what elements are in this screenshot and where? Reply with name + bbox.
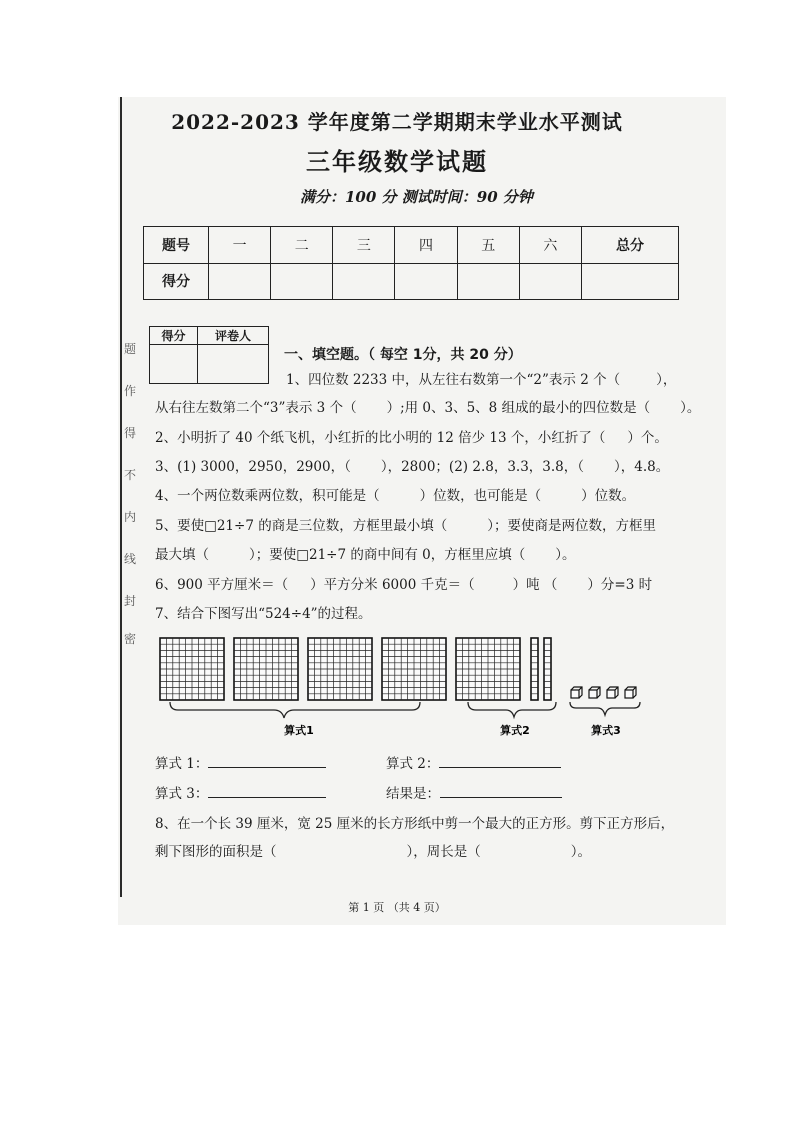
brace-group-2	[468, 702, 556, 717]
hundred-block	[382, 638, 446, 700]
answer-blank[interactable]	[447, 516, 487, 530]
question-text: 4、一个两位数乘两位数，积可能是（	[155, 488, 380, 504]
answer-blank[interactable]	[557, 575, 587, 589]
exam-title: 2022-2023 学年度第二学期期末学业水平测试	[171, 110, 623, 134]
ten-rod	[531, 638, 538, 700]
score-table-score-row	[144, 263, 679, 300]
score-cell: 得分	[144, 263, 209, 300]
score-table-header-row	[144, 227, 679, 264]
question-text: ）分=3 时	[587, 577, 653, 593]
grader-name-cell[interactable]	[197, 345, 268, 384]
formula-label: 算式 3：	[155, 786, 209, 802]
formula-2-input[interactable]	[439, 753, 561, 768]
answer-blank[interactable]	[620, 370, 656, 384]
question-6	[155, 573, 652, 593]
answer-blank[interactable]	[650, 398, 680, 412]
ten-rod	[544, 638, 551, 700]
one-cube	[571, 687, 582, 698]
seal-char: 作	[123, 384, 136, 398]
grader-name-label: 评卷人	[197, 327, 268, 345]
question-text: ）。	[570, 844, 591, 860]
question-3	[155, 455, 669, 475]
question-text: 6、900 平方厘米＝（	[155, 577, 289, 593]
grader-table	[149, 326, 269, 384]
question-8-line-2	[155, 840, 591, 860]
score-input-cell[interactable]	[209, 263, 271, 300]
formula-3-row	[155, 782, 326, 802]
score-input-cell[interactable]	[271, 263, 333, 300]
exam-subtitle: 三年级数学试题	[306, 148, 488, 176]
brace-group-1	[170, 702, 420, 718]
score-table	[143, 226, 679, 300]
question-1-line-2	[155, 396, 700, 416]
answer-blank[interactable]	[525, 545, 555, 559]
one-cube	[607, 687, 618, 698]
question-text: 1、四位数 2233 中，从左往右数第一个“2”表示 2 个（	[286, 372, 621, 388]
question-text: ）吨 （	[512, 577, 558, 593]
one-cube	[625, 687, 636, 698]
score-input-cell[interactable]	[333, 263, 395, 300]
question-text: ）位数。	[581, 488, 636, 504]
answer-blank[interactable]	[288, 575, 310, 589]
answer-blank[interactable]	[584, 457, 614, 471]
binding-line	[120, 97, 122, 897]
score-cell: 题号	[144, 227, 209, 264]
question-text: 2、小明折了 40 个纸飞机，小红折的比小明的 12 倍少 13 个，小红折了（	[155, 430, 606, 446]
formula-1-input[interactable]	[208, 753, 326, 768]
score-cell: 六	[519, 227, 581, 264]
answer-blank[interactable]	[357, 398, 387, 412]
answer-blank[interactable]	[380, 486, 420, 500]
formula-2-row	[386, 752, 561, 772]
question-1-line-1	[286, 368, 676, 388]
section-heading: 一、填空题。（ 每空 1分，共 20 分）	[284, 347, 522, 363]
seal-char: 密	[123, 632, 136, 646]
score-cell: 四	[395, 227, 457, 264]
score-input-cell[interactable]	[457, 263, 519, 300]
diagram-label-1: 算式1	[284, 724, 314, 737]
formula-label: 算式 1：	[155, 756, 209, 772]
diagram-label-3: 算式3	[591, 724, 621, 737]
question-text: 5、要使□21÷7 的商是三位数，方框里最小填（	[155, 518, 448, 534]
score-cell: 二	[271, 227, 333, 264]
hundred-block	[234, 638, 298, 700]
score-cell: 三	[333, 227, 395, 264]
result-label: 结果是：	[386, 786, 440, 802]
question-text: 3、(1) 3000，2950，2900，（	[155, 459, 351, 475]
score-cell: 一	[209, 227, 271, 264]
answer-blank[interactable]	[351, 457, 381, 471]
question-5-line-1	[155, 514, 656, 534]
one-cube	[589, 687, 600, 698]
question-2	[155, 426, 668, 446]
result-row	[386, 782, 562, 802]
base-ten-blocks-diagram	[150, 630, 650, 742]
question-text: 从右往左数第二个“3”表示 3 个（	[155, 400, 357, 416]
grader-score-label: 得分	[150, 327, 198, 345]
score-cell: 五	[457, 227, 519, 264]
seal-char: 内	[123, 510, 136, 524]
question-text: ），4.8。	[614, 459, 670, 475]
score-input-cell[interactable]	[582, 263, 679, 300]
question-text: 剩下图形的面积是（	[155, 844, 277, 860]
question-text: ）个。	[627, 430, 668, 446]
hundred-block	[160, 638, 224, 700]
formula-3-input[interactable]	[208, 783, 326, 798]
result-input[interactable]	[440, 783, 562, 798]
question-7: 7、结合下图写出“524÷4”的过程。	[155, 606, 372, 622]
seal-char: 题	[123, 342, 136, 356]
hundred-block	[456, 638, 520, 700]
seal-char: 封	[123, 594, 136, 608]
question-4	[155, 484, 635, 504]
seal-char: 不	[123, 468, 136, 482]
question-text: ），周长是（	[406, 844, 481, 860]
formula-label: 算式 2：	[386, 756, 440, 772]
exam-meta: 满分：100 分 测试时间：90 分钟	[300, 188, 533, 206]
question-text: ）。	[555, 547, 576, 563]
grader-score-cell[interactable]	[150, 345, 198, 384]
hundred-block	[308, 638, 372, 700]
answer-blank[interactable]	[475, 575, 513, 589]
question-text: ）；要使□21÷7 的商中间有 0，方框里应填（	[249, 547, 526, 563]
seal-char: 线	[123, 552, 136, 566]
question-5-line-2	[155, 543, 576, 563]
formula-1-row	[155, 752, 326, 772]
answer-blank[interactable]	[481, 842, 571, 856]
question-text: ）平方分米 6000 千克＝（	[310, 577, 475, 593]
answer-blank[interactable]	[541, 486, 581, 500]
score-input-cell[interactable]	[519, 263, 581, 300]
question-text: ）。	[680, 400, 701, 416]
score-input-cell[interactable]	[395, 263, 457, 300]
answer-blank[interactable]	[605, 428, 627, 442]
answer-blank[interactable]	[209, 545, 249, 559]
diagram-label-2: 算式2	[500, 724, 530, 737]
page-footer: 第 1 页 （共 4 页）	[348, 901, 446, 914]
question-text: ）;用 0、3、5、8 组成的最小的四位数是（	[386, 400, 651, 416]
score-cell: 总分	[582, 227, 679, 264]
seal-char: 得	[123, 426, 136, 440]
question-text: ）；要使商是两位数，方框里	[487, 518, 656, 534]
answer-blank[interactable]	[277, 842, 407, 856]
question-text: ）位数，也可能是（	[419, 488, 542, 504]
question-text: ），	[656, 372, 677, 388]
question-text: ），2800；(2) 2.8，3.3，3.8，（	[380, 459, 585, 475]
question-8-line-1: 8、在一个长 39 厘米，宽 25 厘米的长方形纸中剪一个最大的正方形。剪下正方形后，	[155, 816, 675, 832]
question-text: 最大填（	[155, 547, 209, 563]
brace-group-3	[570, 702, 640, 715]
